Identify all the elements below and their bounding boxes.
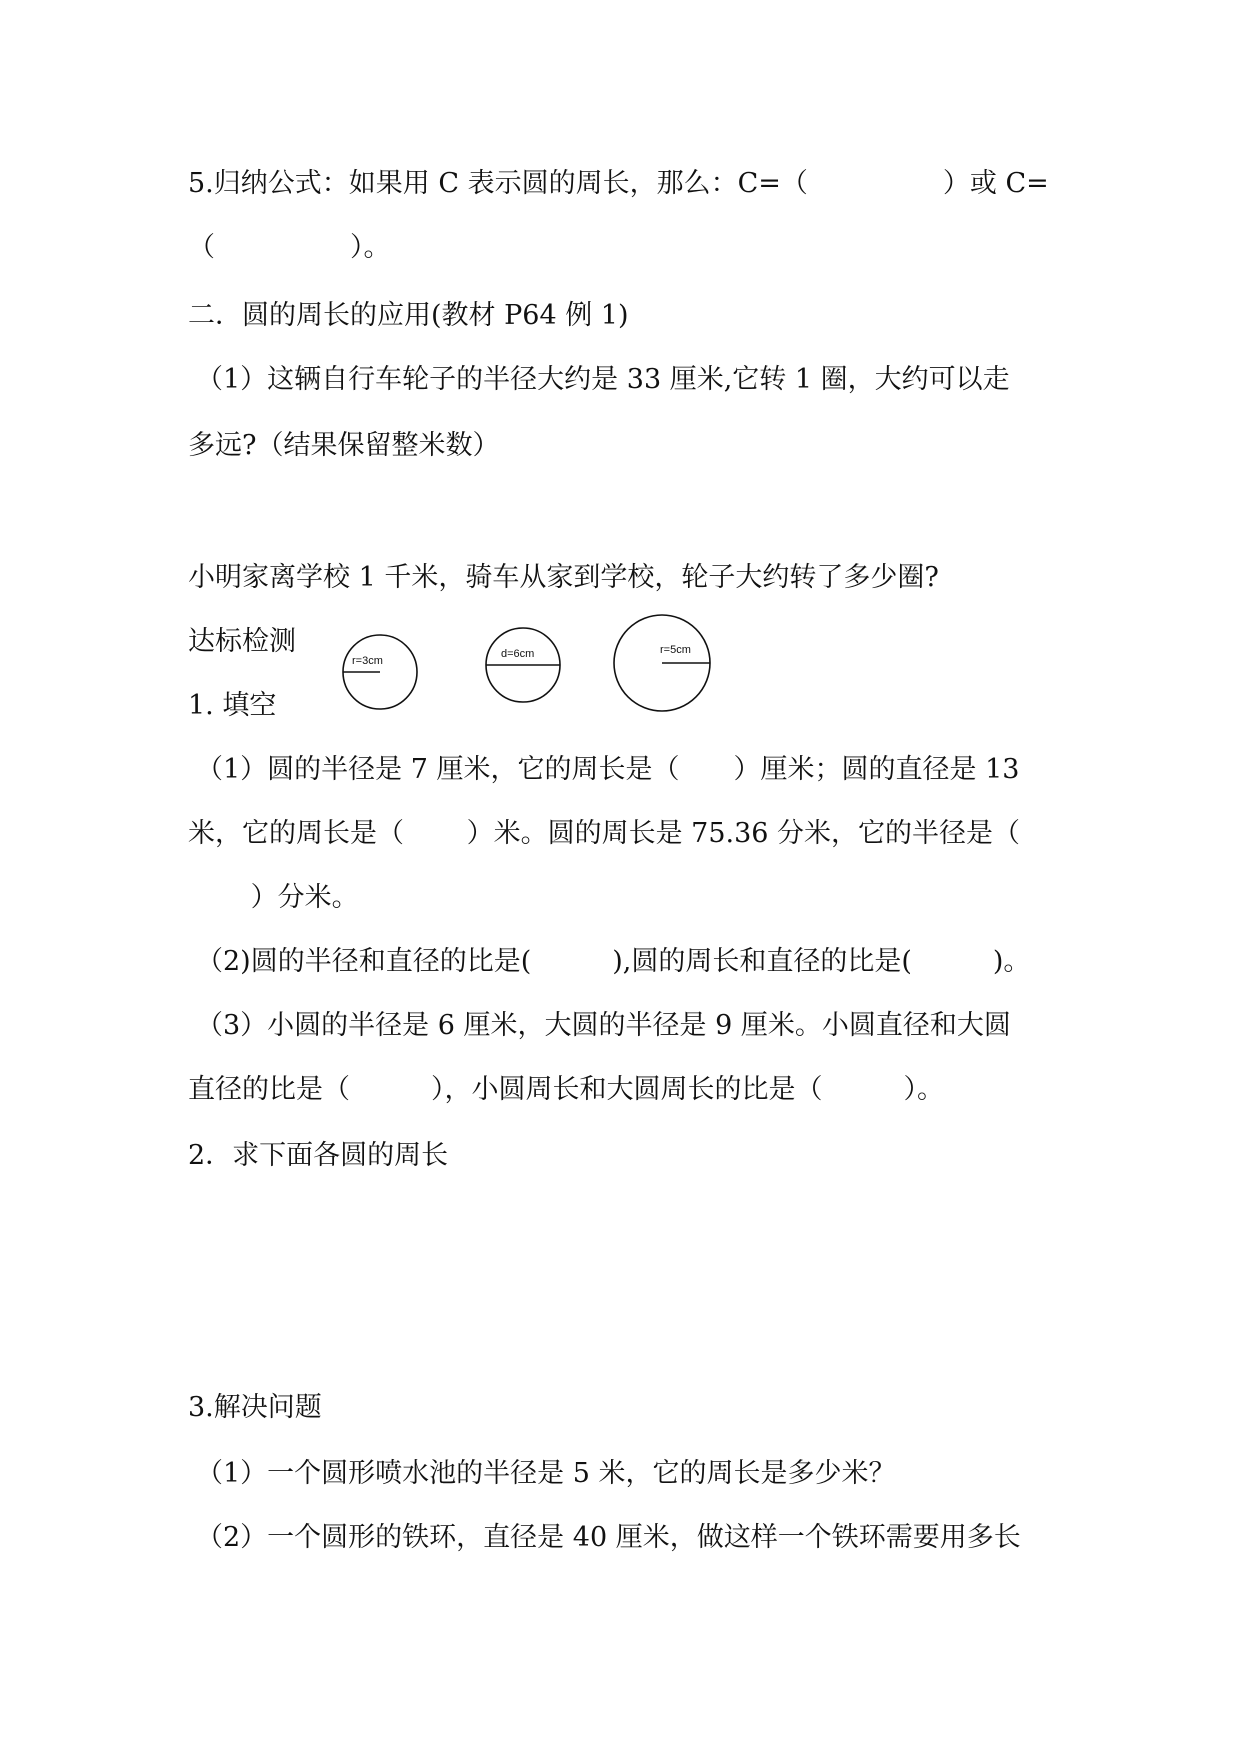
fill-question-3-cont: 直径的比是（ ），小圆周长和大圆周长的比是（ ）。 [188,1074,944,1105]
circle-radius-5 [614,615,710,711]
fill-question-3: （3）小圆的半径是 6 厘米，大圆的半径是 9 厘米。小圆直径和大圆 [196,1010,1011,1041]
task-fill-blank: 1. 填空 [188,690,277,721]
label-d6: d=6cm [501,648,535,660]
circle-radius-3 [343,635,417,709]
task-find-circumference: 2．求下面各圆的周长 [188,1140,449,1171]
label-r5: r=5cm [660,644,691,656]
label-r3: r=3cm [352,655,383,667]
question-bike-wheel: （1）这辆自行车轮子的半径大约是 33 厘米,它转 1 圈，大约可以走 [196,364,1010,395]
circle-diameter-6 [486,628,560,702]
fill-question-1-end: ）分米。 [188,882,359,913]
problem-iron-ring: （2）一个圆形的铁环，直径是 40 厘米，做这样一个铁环需要用多长 [196,1522,1021,1553]
formula-line-cont: （ ）。 [188,232,391,263]
fill-question-1: （1）圆的半径是 7 厘米，它的周长是（ ）厘米；圆的直径是 13 [196,754,1020,785]
formula-line: 5.归纳公式：如果用 C 表示圆的周长，那么：C=（ ）或 C= [188,168,1049,199]
task-solve-problems: 3.解决问题 [188,1392,322,1423]
problem-fountain: （1）一个圆形喷水池的半径是 5 米，它的周长是多少米？ [196,1458,896,1489]
section-heading-application: 二．圆的周长的应用(教材 P64 例 1) [188,300,629,331]
circle-diagrams [330,610,730,730]
fill-question-1-cont: 米，它的周长是（ ）米。圆的周长是 75.36 分米，它的半径是（ [188,818,1021,849]
question-home-to-school: 小明家离学校 1 千米，骑车从家到学校，轮子大约转了多少圈? [188,562,939,593]
fill-question-2: （2)圆的半径和直径的比是( ),圆的周长和直径的比是( )。 [196,946,1031,977]
section-heading-test: 达标检测 [188,626,296,657]
question-bike-wheel-cont: 多远?（结果保留整米数） [188,430,500,461]
